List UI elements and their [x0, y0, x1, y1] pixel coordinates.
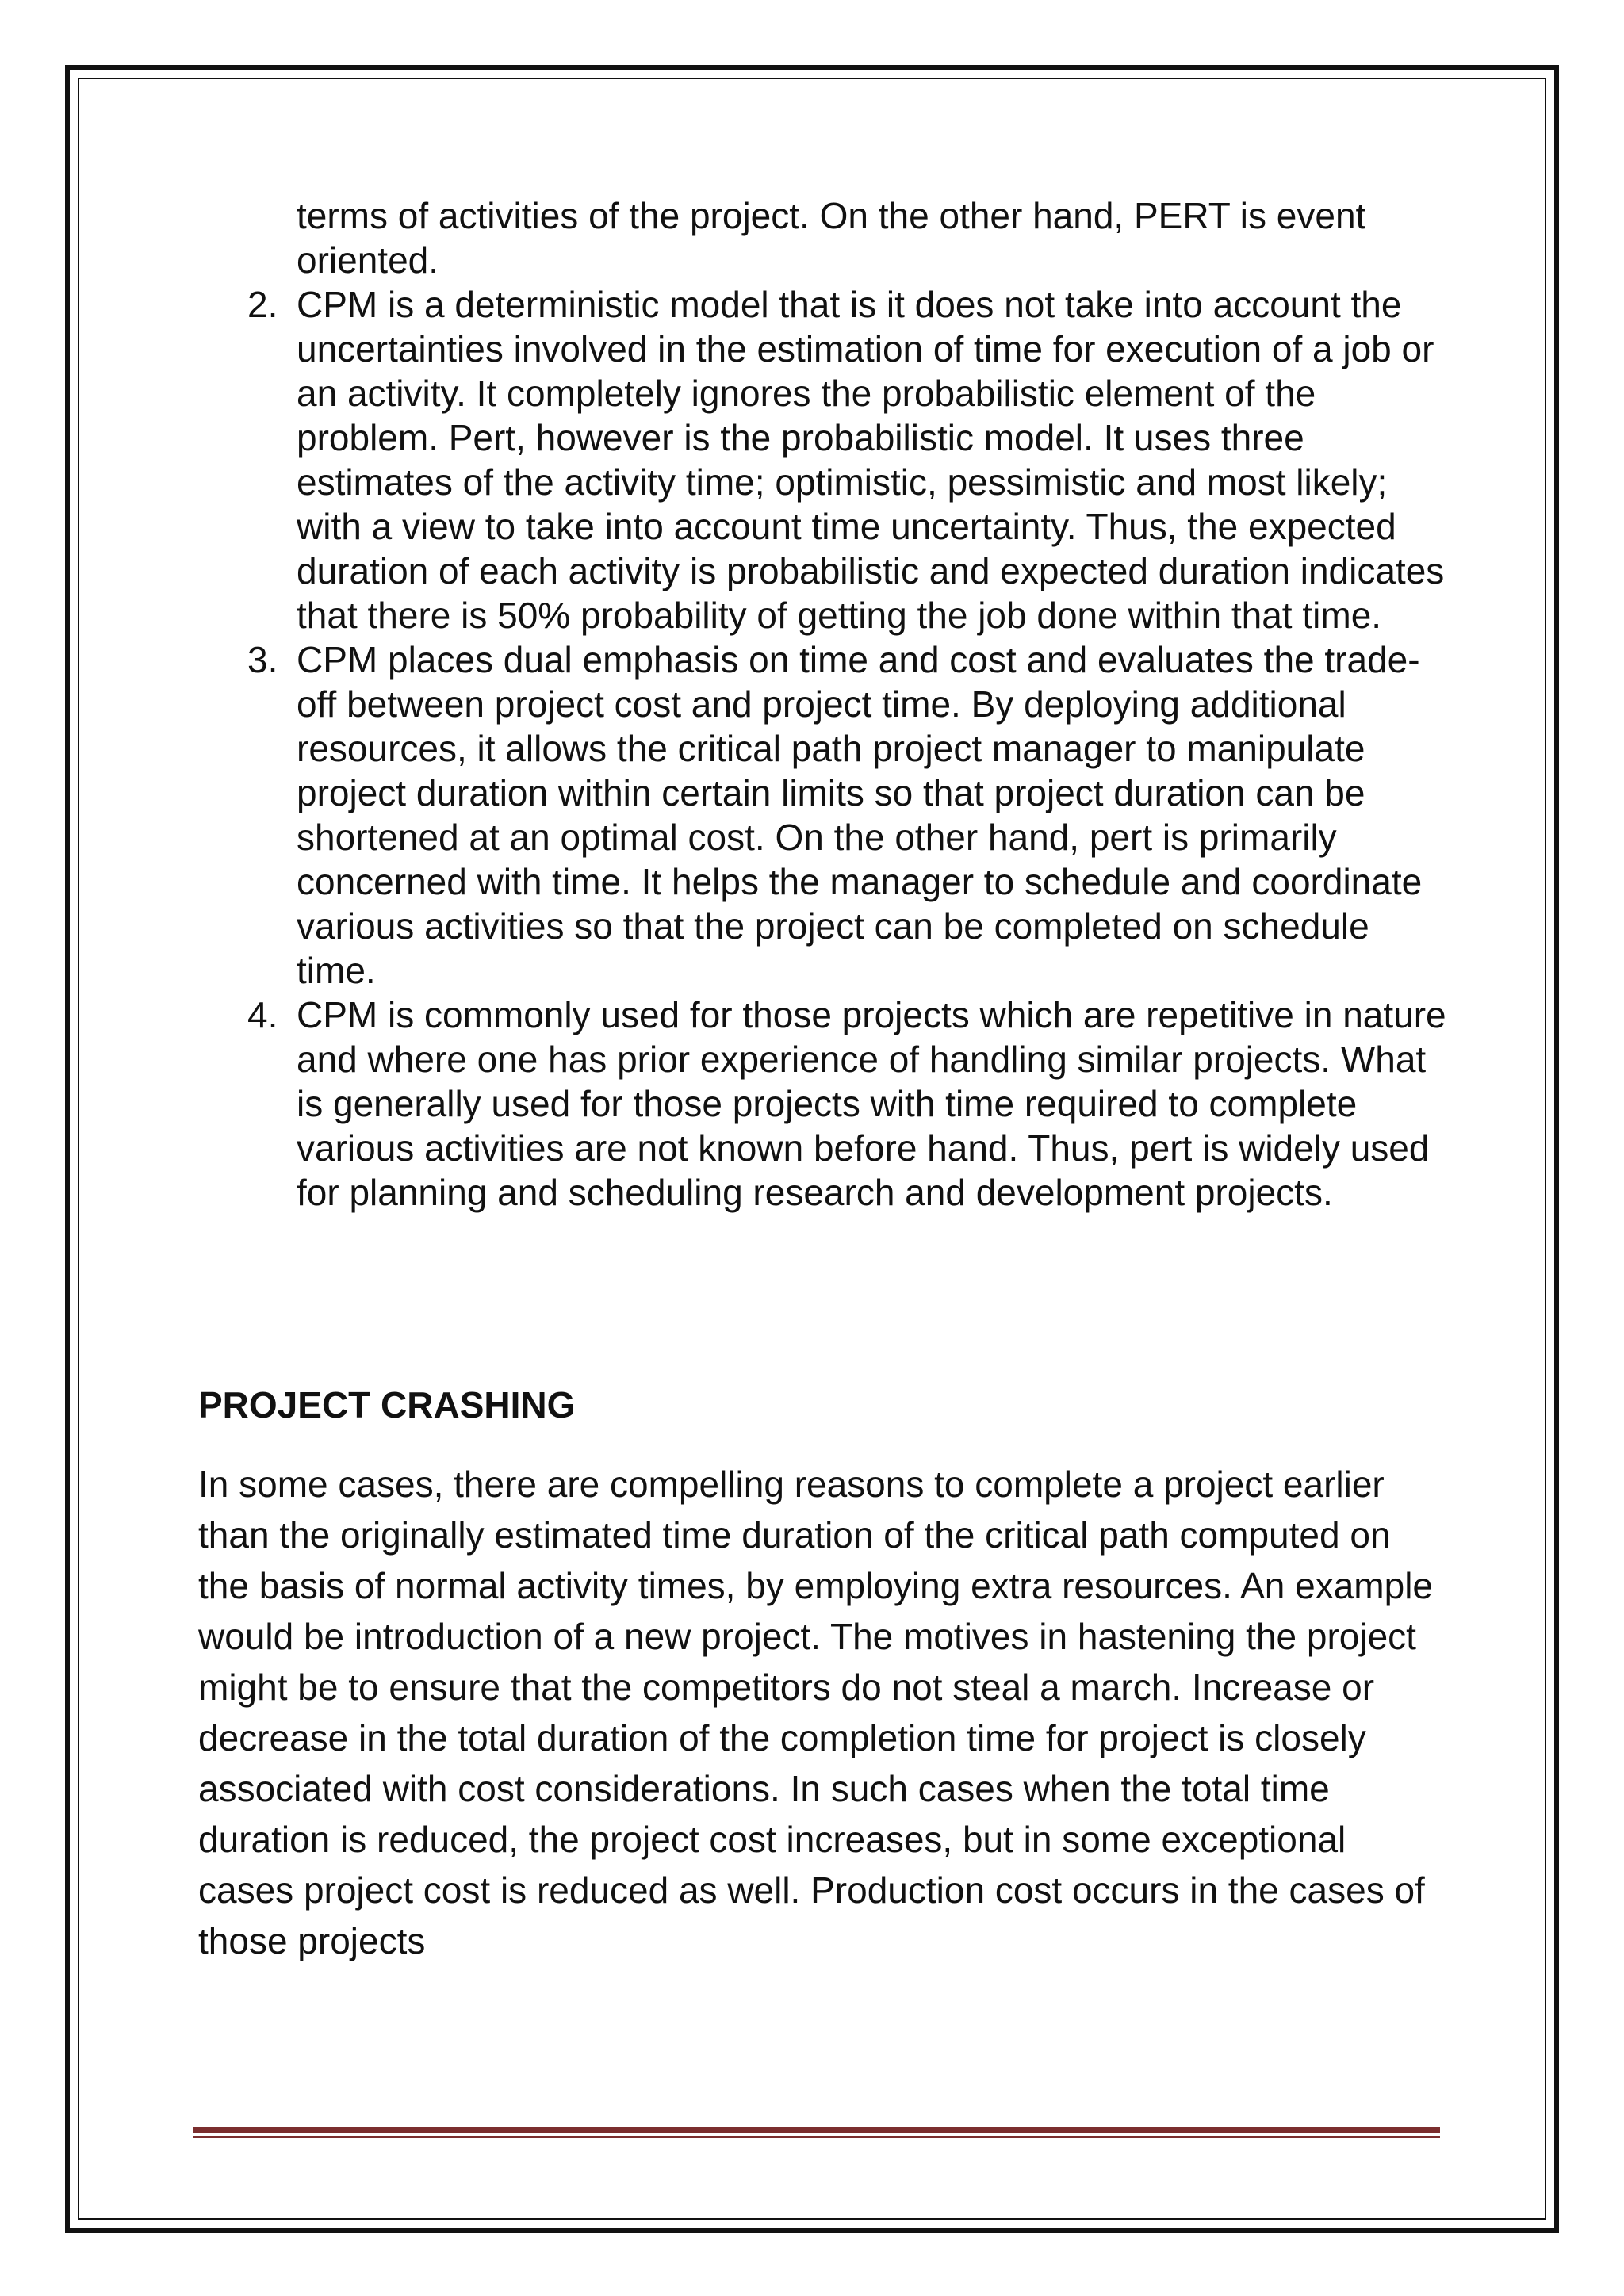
list-item-text: CPM places dual emphasis on time and cost and evaluates the trade-off between project cost and project time. By deploying additional resources, it allows the critical path project manager to manipulate project duration within certain limits so that project duration can be shortened at an optimal cost. On the other hand, pert is primarily concerned with time. It helps the manager to schedule and coordinate various activities so that the project can be completed on schedule time. [297, 639, 1423, 991]
list-item-number: 4. [247, 994, 278, 1035]
list-item [198, 282, 1451, 637]
list-item-text: terms of activities of the project. On the other hand, PERT is event oriented. [297, 195, 1366, 281]
list-item [198, 193, 1451, 282]
list-item-text: CPM is a deterministic model that is it does not take into account the uncertainties involved in the estimation of time for execution of a job or an activity. It completely ignores the probabilistic element of the problem. Pert, however is the probabilistic model. It uses three estimates of the activity time; optimistic, pessimistic and most likely; with a view to take into account time uncertainty. Thus, the expected duration of each activity is probabilistic and expected duration indicates that there is 50% probability of getting the job done within that time. [297, 284, 1445, 636]
list-item [198, 993, 1451, 1215]
list-item-text: CPM is commonly used for those projects which are repetitive in nature and where one has prior experience of handling similar projects. What is generally used for those projects with time required to complete various activities are not known before hand. Thus, pert is widely used for planning and scheduling research and development projects. [297, 994, 1446, 1213]
list-item-number: 2. [247, 284, 278, 325]
list-item [198, 637, 1451, 993]
page-content [198, 193, 1451, 1966]
footer-rule-thick [193, 2127, 1440, 2133]
section-heading: PROJECT CRASHING [198, 1384, 576, 1425]
footer-rule-thin [193, 2136, 1440, 2138]
section-paragraph: In some cases, there are compelling reasons to complete a project earlier than the originally estimated time duration of the critical path computed on the basis of normal activity times, by employing extra resources. An example would be introduction of a new project. The motives in hastening the project might be to ensure that the competitors do not steal a march. Increase or decrease in the total duration of the completion time for project is closely associated with cost considerations. In such cases when the total time duration is reduced, the project cost increases, but in some exceptional cases project cost is reduced as well. Production cost occurs in the cases of those projects [198, 1464, 1434, 1961]
list-item-number: 3. [247, 639, 278, 680]
comparison-list [198, 193, 1451, 1215]
